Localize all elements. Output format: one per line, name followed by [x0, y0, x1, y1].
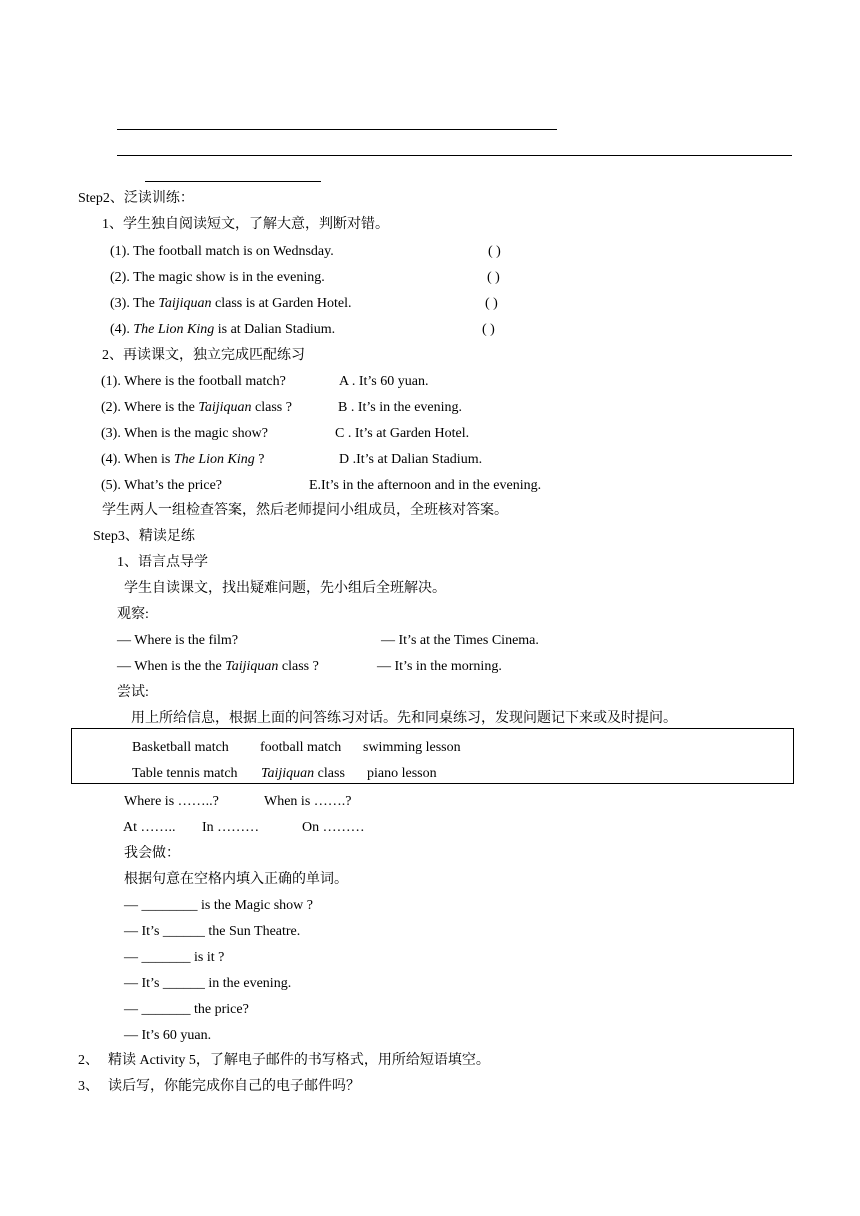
tf-bracket-4: ( ) [482, 322, 495, 337]
writing-line-2 [117, 155, 792, 156]
tf-item-1: (1). The football match is on Wednsday. [110, 244, 334, 259]
pattern-when: When is …….? [264, 794, 352, 809]
observe-label: 观察: [117, 607, 149, 622]
try-label: 尝试: [117, 685, 149, 700]
match-answer-a: A . It’s 60 yuan. [339, 374, 429, 389]
item2-text: 精读 Activity 5，了解电子邮件的书写格式，用所给短语填空。 [108, 1053, 490, 1068]
fill-line-4: — It’s ______ in the evening. [124, 976, 292, 991]
match-answer-d: D .It’s at Dalian Stadium. [339, 452, 483, 467]
tf-item-3: (3). The Taijiquan class is at Garden Hotel. [110, 296, 352, 311]
can-do-instruction: 根据句意在空格内填入正确的单词。 [124, 872, 348, 887]
match-question-3: (3). When is the magic show? [101, 426, 268, 441]
match-question-5: (5). What’s the price? [101, 478, 223, 493]
try-instruction: 用上所给信息，根据上面的问答练习对话。先和同桌练习，发现问题记下来或及时提问。 [131, 711, 677, 726]
match-question-2: (2). Where is the Taijiquan class ? [101, 400, 292, 415]
box-phrase-football: football match [260, 740, 342, 755]
box-phrase-table-tennis: Table tennis match [132, 766, 238, 781]
pattern-in: In ……… [202, 820, 260, 835]
match-question-1: (1). Where is the football match? [101, 374, 286, 389]
match-answer-b: B . It’s in the evening. [338, 400, 463, 415]
box-phrase-basketball: Basketball match [132, 740, 229, 755]
writing-line-3 [145, 181, 321, 182]
fill-line-1: — ________ is the Magic show ? [124, 898, 313, 913]
tf-bracket-2: ( ) [487, 270, 500, 285]
observe-question-2: — When is the the Taijiquan class ? [117, 659, 319, 674]
box-phrase-swimming: swimming lesson [363, 740, 461, 755]
tf-bracket-1: ( ) [488, 244, 501, 259]
fill-line-6: — It’s 60 yuan. [124, 1028, 212, 1043]
tf-item-4: (4). The Lion King is at Dalian Stadium. [110, 322, 336, 337]
observe-answer-2: — It’s in the morning. [377, 659, 502, 674]
writing-line-1 [117, 129, 557, 130]
tf-item-2: (2). The magic show is in the evening. [110, 270, 325, 285]
box-phrase-taijiquan: Taijiquan class [261, 766, 345, 781]
pattern-where: Where is ……..? [124, 794, 219, 809]
task2-heading: 2、再读课文，独立完成匹配练习 [102, 348, 305, 363]
pattern-at: At …….. [123, 820, 176, 835]
item3-text: 读后写，你能完成你自己的电子邮件吗？ [108, 1079, 360, 1094]
box-phrase-piano: piano lesson [367, 766, 437, 781]
fill-line-5: — _______ the price? [124, 1002, 249, 1017]
fill-line-2: — It’s ______ the Sun Theatre. [124, 924, 301, 939]
check-instruction: 学生两人一组检查答案，然后老师提问小组成员，全班核对答案。 [102, 503, 508, 518]
step3-intro: 学生自读课文，找出疑难问题，先小组后全班解决。 [124, 581, 446, 596]
step3-title: Step3、精读足练 [93, 529, 195, 544]
phrase-box [71, 728, 794, 784]
item2-number: 2、 [78, 1053, 99, 1068]
step2-title: Step2、泛读训练： [78, 191, 194, 206]
tf-bracket-3: ( ) [485, 296, 498, 311]
observe-question-1: — Where is the film? [117, 633, 239, 648]
step3-sub1: 1、语言点导学 [117, 555, 208, 570]
can-do-label: 我会做： [124, 846, 180, 861]
match-question-4: (4). When is The Lion King ? [101, 452, 265, 467]
observe-answer-1: — It’s at the Times Cinema. [381, 633, 539, 648]
match-answer-c: C . It’s at Garden Hotel. [335, 426, 470, 441]
match-answer-e: E.It’s in the afternoon and in the evening. [309, 478, 542, 493]
item3-number: 3、 [78, 1079, 99, 1094]
fill-line-3: — _______ is it ? [124, 950, 225, 965]
task1-heading: 1、学生独自阅读短文，了解大意，判断对错。 [102, 217, 389, 232]
pattern-on: On ……… [302, 820, 365, 835]
